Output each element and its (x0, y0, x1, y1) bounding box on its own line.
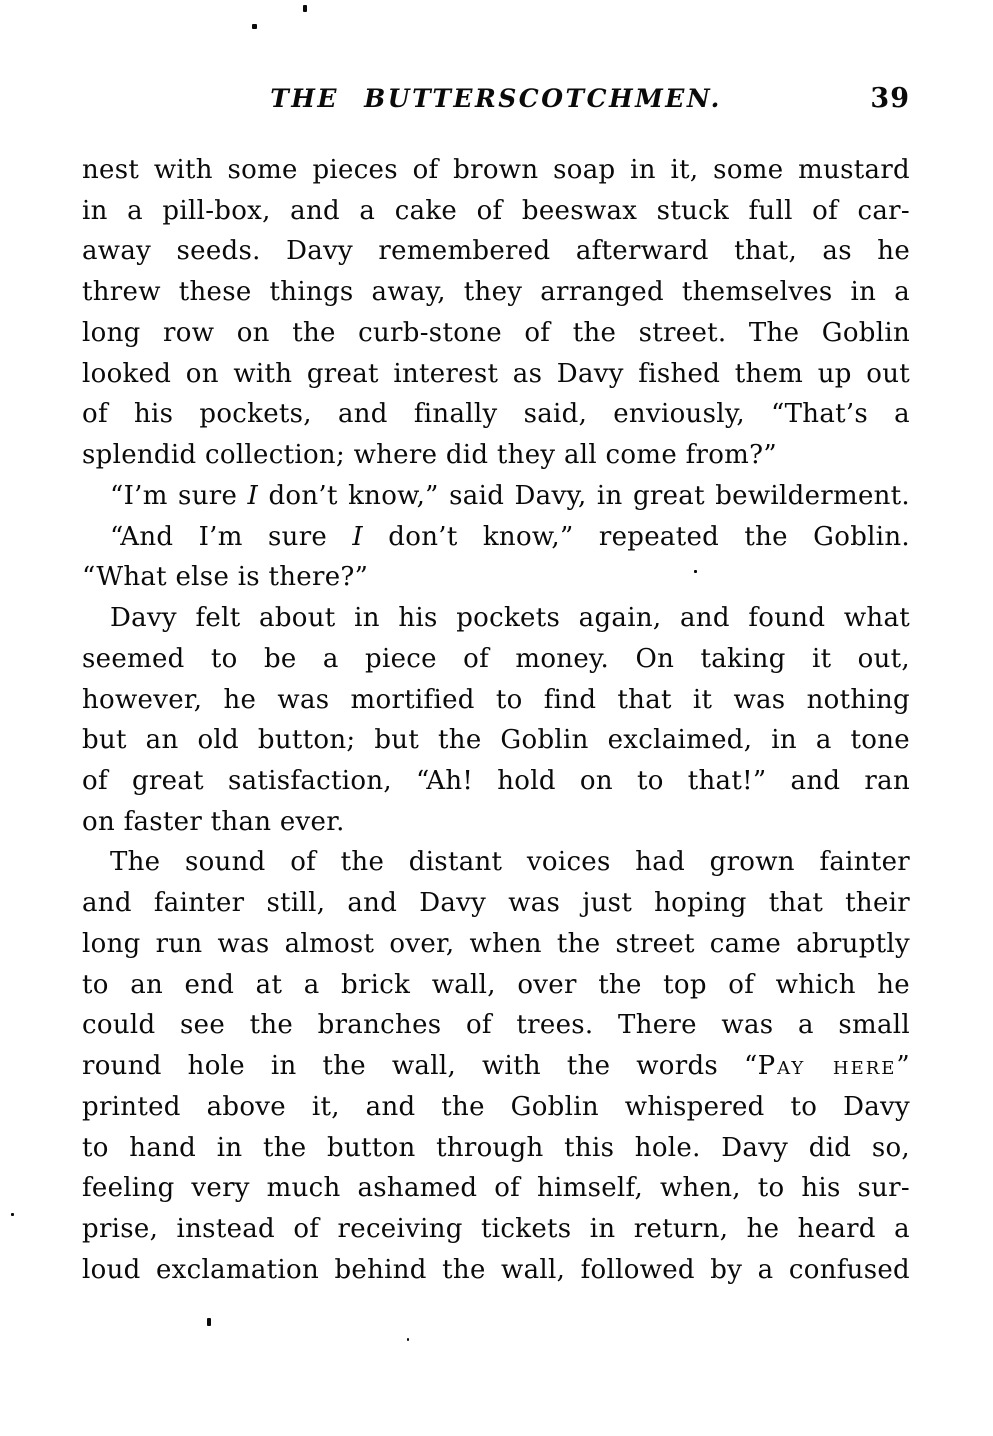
text-segment: Davy felt about in his pockets again, and found what (110, 603, 910, 634)
text-line (82, 883, 910, 924)
text-segment-italic: I (247, 480, 259, 511)
page-number: 39 (870, 83, 910, 114)
text-segment: however, he was mortified to find that it was nothing (82, 684, 910, 715)
text-segment: feeling very much ashamed of himself, when, to his sur- (82, 1173, 910, 1204)
text-segment: splendid collection; where did they all come from?” (82, 440, 777, 471)
text-segment: and fainter still, and Davy was just hoping that their (82, 888, 910, 919)
text-line (82, 639, 910, 680)
scan-speck (694, 570, 697, 573)
text-line (82, 1128, 910, 1169)
text-segment: long row on the curb-stone of the street. The Goblin (82, 317, 910, 348)
text-segment: in a pill-box, and a cake of beeswax stuck full of car- (82, 195, 910, 226)
text-line (82, 680, 910, 721)
text-line (82, 598, 910, 639)
text-line (82, 802, 910, 843)
text-line (82, 965, 910, 1006)
text-segment: prise, instead of receiving tickets in return, he heard a (82, 1214, 910, 1245)
text-segment: away seeds. Davy remembered afterward that, as he (82, 236, 910, 267)
text-line (82, 435, 910, 476)
text-line (82, 517, 910, 558)
text-segment: seemed to be a piece of money. On taking it out, (82, 643, 910, 674)
text-segment: round hole in the wall, with the words “ (82, 1051, 758, 1082)
text-segment: long run was almost over, when the street came abruptly (82, 928, 910, 959)
text-segment: looked on with great interest as Davy fished them up out (82, 358, 910, 389)
running-header (82, 84, 910, 120)
text-segment: don’t know,” repeated the Goblin. (363, 521, 910, 552)
page-title: THE BUTTERSCOTCHMEN. (270, 84, 722, 113)
text-segment: on faster than ever. (82, 806, 345, 837)
text-line (82, 1046, 910, 1087)
text-line (82, 191, 910, 232)
text-line (82, 924, 910, 965)
text-segment: The sound of the distant voices had grown fainter (110, 847, 910, 878)
text-segment: “And I’m sure (110, 521, 353, 552)
text-segment: could see the branches of trees. There was a small (82, 1010, 910, 1041)
text-segment: loud exclamation behind the wall, followed by a confused (82, 1254, 910, 1285)
text-line (82, 1209, 910, 1250)
text-segment: threw these things away, they arranged themselves in a (82, 277, 910, 308)
text-segment: don’t know,” said Davy, in great bewilderment. (258, 480, 910, 511)
text-line (82, 1250, 910, 1291)
text-line (82, 842, 910, 883)
text-segment: but an old button; but the Goblin exclaimed, in a tone (82, 725, 910, 756)
text-segment-italic: I (352, 521, 363, 552)
scan-speck (407, 1338, 409, 1341)
text-segment: ” (896, 1051, 910, 1082)
scan-speck (252, 24, 257, 29)
text-line (82, 476, 910, 517)
text-line (82, 272, 910, 313)
text-line (82, 231, 910, 272)
text-line (82, 1005, 910, 1046)
text-segment: of his pockets, and finally said, enviously, “That’s a (82, 399, 910, 430)
text-segment: printed above it, and the Goblin whispered to Davy (82, 1091, 910, 1122)
scan-speck (303, 5, 307, 12)
text-line (82, 761, 910, 802)
text-segment: nest with some pieces of brown soap in it, some mustard (82, 155, 910, 185)
text-line (82, 150, 910, 191)
text-segment: of great satisfaction, “Ah! hold on to that!” and ran (82, 766, 910, 797)
text-line (82, 720, 910, 761)
scan-speck (207, 1318, 211, 1326)
text-segment: “What else is there?” (82, 562, 369, 593)
text-line (82, 1087, 910, 1128)
text-segment-smallcaps: Pay here (757, 1051, 897, 1082)
text-block (82, 150, 910, 1291)
text-line (82, 1168, 910, 1209)
text-segment: to an end at a brick wall, over the top of which he (82, 969, 910, 1000)
scan-speck (11, 1213, 14, 1216)
text-line (82, 354, 910, 395)
text-line (82, 313, 910, 354)
text-segment: “I’m sure (110, 480, 248, 511)
text-line (82, 394, 910, 435)
text-line (82, 557, 910, 598)
text-segment: to hand in the button through this hole. Davy did so, (82, 1132, 910, 1163)
